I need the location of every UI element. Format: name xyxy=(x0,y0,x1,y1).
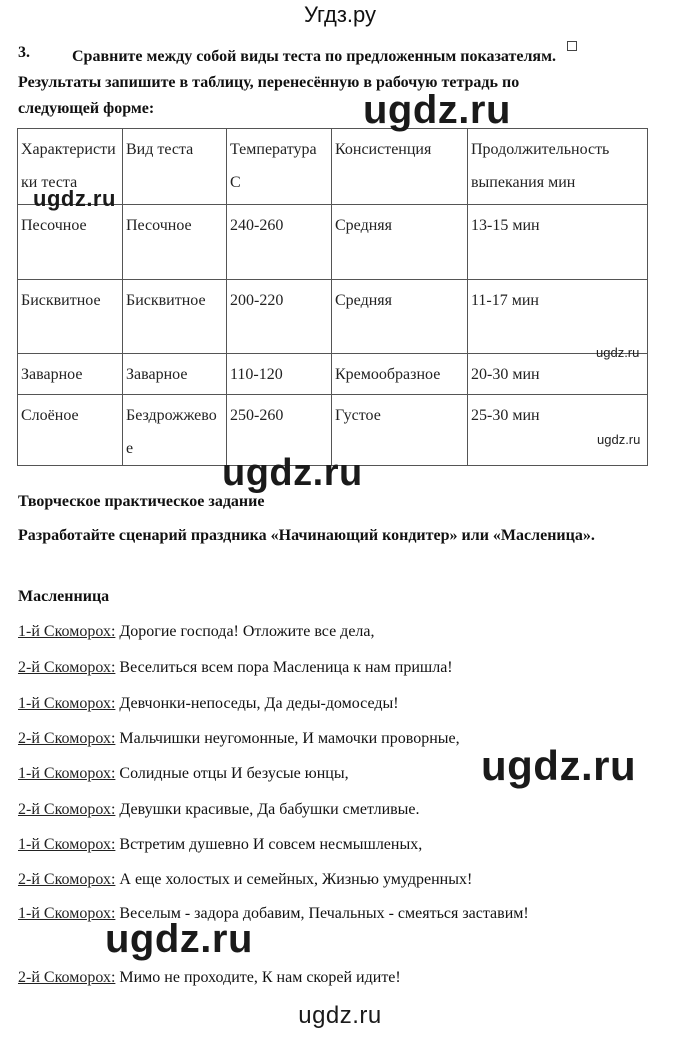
line-text: Дорогие господа! Отложите все дела, xyxy=(115,623,375,640)
table-row xyxy=(18,280,648,354)
watermark: ugdz.ru xyxy=(363,88,511,132)
speaker-label: 1-й Скоморох: xyxy=(18,905,116,922)
table-cell: Песочное xyxy=(18,205,123,280)
line-text: Встретим душевно И совсем несмышленых, xyxy=(115,836,423,853)
subtitle: Масленница xyxy=(18,588,110,605)
line-text: Девчонки-непоседы, Да деды-домоседы! xyxy=(115,695,399,712)
watermark: ugdz.ru xyxy=(298,1002,382,1029)
watermark: ugdz.ru xyxy=(33,186,116,211)
table-row xyxy=(18,205,648,280)
table-cell: 11-17 мин xyxy=(468,280,648,354)
table-cell: 200-220 xyxy=(227,280,332,354)
table-cell: Заварное xyxy=(18,354,123,395)
script-line xyxy=(18,617,628,646)
speaker-label: 1-й Скоморох: xyxy=(18,695,116,712)
speaker-label: 2-й Скоморох: xyxy=(18,969,116,986)
script-line xyxy=(18,795,628,824)
line-text: Солидные отцы И безусые юнцы, xyxy=(115,765,349,782)
dough-table xyxy=(17,128,648,466)
line-text: Мальчишки неугомонные, И мамочки проворные, xyxy=(115,730,460,747)
speaker-label: 1-й Скоморох: xyxy=(18,623,116,640)
table-cell: Бездрожжевое xyxy=(123,395,227,466)
line-text: Веселиться всем пора Масленица к нам пришла! xyxy=(115,659,453,676)
table-cell: 240-260 xyxy=(227,205,332,280)
script-line xyxy=(18,963,628,992)
line-text: Мимо не проходите, К нам скорей идите! xyxy=(115,969,401,986)
speaker-label: 2-й Скоморох: xyxy=(18,659,116,676)
table-cell: Слоёное xyxy=(18,395,123,466)
script-line xyxy=(18,865,628,894)
script-line xyxy=(18,653,628,682)
task-text: Разработайте сценарий праздника «Начинающий кондитер» или «Масленица». xyxy=(18,527,595,544)
speaker-label: 2-й Скоморох: xyxy=(18,730,116,747)
line-text: А еще холостых и семейных, Жизнью умудренных! xyxy=(115,871,473,888)
table-cell: 250-260 xyxy=(227,395,332,466)
site-title: Угдз.ру xyxy=(303,2,377,27)
script-line xyxy=(18,830,628,859)
script-line xyxy=(18,689,628,718)
watermark: ugdz.ru xyxy=(596,345,640,360)
watermark: ugdz.ru xyxy=(105,917,253,961)
line-text: Веселым - задора добавим, Печальных - смеяться заставим! xyxy=(115,905,529,922)
question-text: Сравните между собой виды теста по предложенным показателям. Результаты запишите в таблицу, перенесённую в рабочую тетрадь по следующей форме: xyxy=(18,48,556,117)
script-line xyxy=(18,899,538,928)
table-header-cell: Характеристики теста xyxy=(18,129,123,205)
table-header-cell: Консистенция xyxy=(332,129,468,205)
speaker-label: 2-й Скоморох: xyxy=(18,801,116,818)
watermark: ugdz.ru xyxy=(481,742,637,789)
table-cell: Заварное xyxy=(123,354,227,395)
table-header-cell: Температура С xyxy=(227,129,332,205)
checkbox-icon xyxy=(567,41,577,51)
table-cell: 13-15 мин xyxy=(468,205,648,280)
table-cell: Средняя xyxy=(332,280,468,354)
table-cell: Кремообразное xyxy=(332,354,468,395)
watermark: ugdz.ru xyxy=(222,452,363,494)
section-title: Творческое практическое задание xyxy=(18,493,265,510)
table-cell: Средняя xyxy=(332,205,468,280)
watermark: ugdz.ru xyxy=(597,432,641,447)
table-cell: 25-30 мин xyxy=(468,395,648,466)
table-header-cell: Продолжительность выпекания мин xyxy=(468,129,648,205)
table-cell: Песочное xyxy=(123,205,227,280)
table-cell: Бисквитное xyxy=(123,280,227,354)
table-cell: Густое xyxy=(332,395,468,466)
line-text: Девушки красивые, Да бабушки сметливые. xyxy=(115,801,420,818)
speaker-label: 1-й Скоморох: xyxy=(18,765,116,782)
speaker-label: 2-й Скоморох: xyxy=(18,871,116,888)
speaker-label: 1-й Скоморох: xyxy=(18,836,116,853)
table-cell: 20-30 мин xyxy=(468,354,648,395)
table-cell: Бисквитное xyxy=(18,280,123,354)
table-header-cell: Вид теста xyxy=(123,129,227,205)
table-cell: 110-120 xyxy=(227,354,332,395)
question-number: 3. xyxy=(18,44,30,61)
table-row xyxy=(18,354,648,395)
